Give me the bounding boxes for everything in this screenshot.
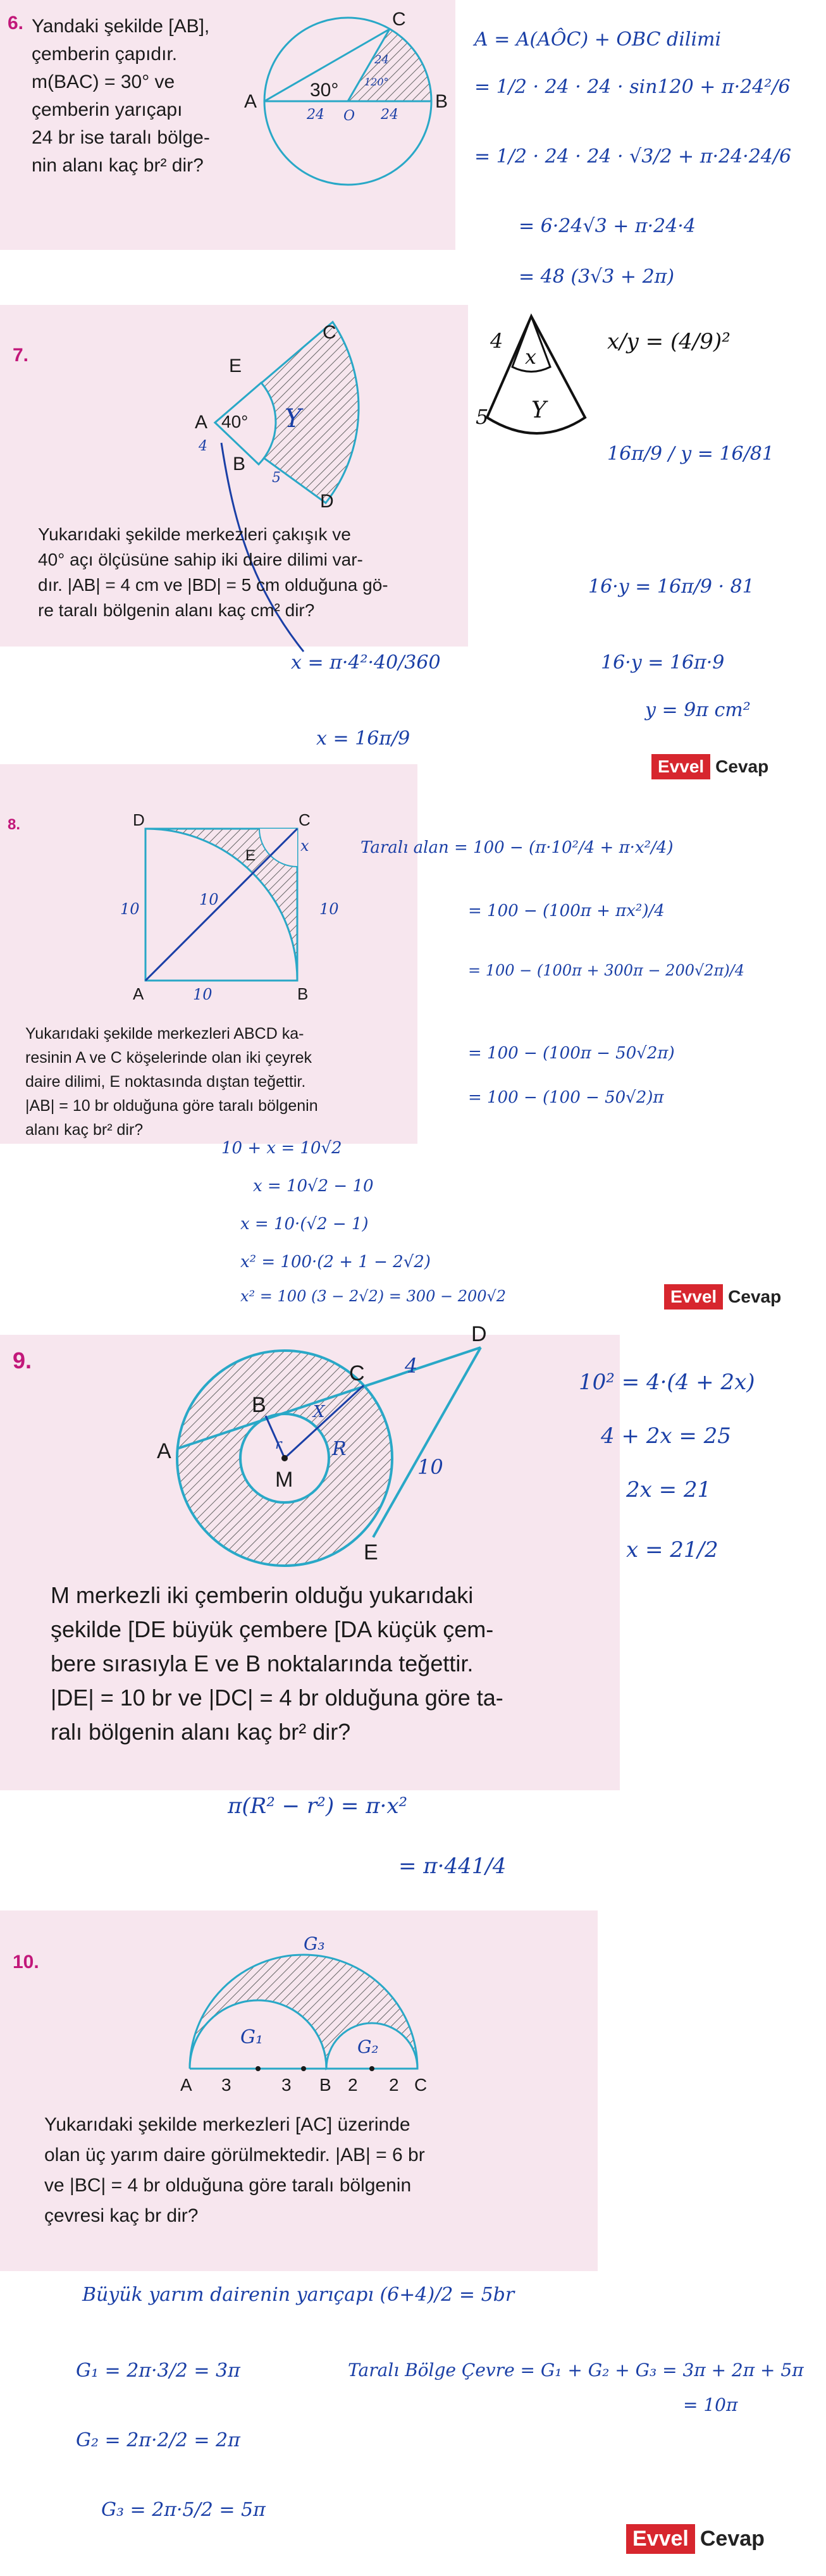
q8-solution-line: Taralı alan = 100 − (π·10²/4 + π·x²/4) <box>361 838 674 857</box>
point-e-label: E <box>229 356 242 376</box>
center-m-label: M <box>275 1468 293 1492</box>
x-label: X <box>313 1403 325 1421</box>
q8-solution-line: x = 10·(√2 − 1) <box>240 1215 369 1234</box>
brand-part-2: Cevap <box>723 1284 786 1310</box>
side-5-label: 5 <box>476 405 489 429</box>
angle-label: 30° <box>310 80 339 101</box>
question-7-side-figure <box>474 304 601 468</box>
angle-label: 40° <box>221 412 249 431</box>
point-e-label: E <box>364 1540 378 1564</box>
question-6-line: nin alanı kaç br² dir? <box>32 155 204 176</box>
question-6-line: Yandaki şekilde [AB], <box>32 16 210 37</box>
diagonal <box>145 829 297 981</box>
q10-solution-line: = 10π <box>683 2394 738 2415</box>
side-4-label: 4 <box>490 329 503 353</box>
question-10-line: olan üç yarım daire görülmektedir. |AB| = 6 br <box>44 2145 425 2165</box>
brand-logo <box>626 2524 770 2554</box>
shaded-sector <box>348 29 431 101</box>
q7-solution-line: 16π/9 / y = 16/81 <box>607 443 774 465</box>
question-7-line: 40° açı ölçüsüne sahip iki daire dilimi var- <box>38 550 363 569</box>
q8-solution-line: = 100 − (100π − 50√2π) <box>468 1044 675 1063</box>
q8-solution-line: 10 + x = 10√2 <box>221 1139 342 1158</box>
g3-label: G₃ <box>304 1933 325 1954</box>
question-7-line: re taralı bölgenin alanı kaç cm² dir? <box>38 600 315 620</box>
question-6-line: çemberin çapıdır. <box>32 44 178 65</box>
side-label: 24 <box>307 107 324 123</box>
q10-solution-line: G₂ = 2π·2/2 = 2π <box>76 2429 240 2451</box>
question-10-figure <box>177 1933 430 2095</box>
question-8-line: Yukarıdaki şekilde merkezleri ABCD ka- <box>25 1025 304 1043</box>
question-10-line: Yukarıdaki şekilde merkezleri [AC] üzerinde <box>44 2114 410 2135</box>
g1-label: G₁ <box>240 2026 263 2048</box>
question-10-text <box>44 2110 425 2231</box>
point-c-label: C <box>392 9 406 30</box>
question-6-number: 6. <box>8 13 24 34</box>
de-length-label: 10 <box>417 1455 443 1479</box>
q6-solution-line: = 48 (3√3 + 2π) <box>519 266 675 288</box>
question-10-number: 10. <box>13 1952 39 1972</box>
y-label: Y <box>531 397 546 423</box>
q7-solution-line: x = 16π/9 <box>316 728 410 750</box>
point-b-label: B <box>319 2075 331 2095</box>
left-side-label: 10 <box>120 900 140 918</box>
question-9-text <box>51 1578 503 1749</box>
point-b-label: B <box>233 454 246 474</box>
question-9-number: 9. <box>13 1347 32 1373</box>
question-9-line: şekilde [DE büyük çembere [DA küçük çem- <box>51 1616 494 1642</box>
q7-solution-line: x = π·4²·40/360 <box>291 652 441 674</box>
bd-length-label: 5 <box>272 470 281 486</box>
q7-solution-line: 16·y = 16π/9 · 81 <box>588 576 755 598</box>
question-8-figure <box>108 810 348 1019</box>
point-a-label: A <box>180 2075 192 2095</box>
point-d-label: D <box>320 491 334 512</box>
q8-solution-line: = 100 − (100π + πx²)/4 <box>468 901 665 920</box>
question-8-line: resinin A ve C köşelerinde olan iki çeyrek <box>25 1049 312 1067</box>
question-7-number: 7. <box>13 345 29 366</box>
right-side-label: 10 <box>319 900 339 918</box>
q9-solution-line: 4 + 2x = 25 <box>601 1423 731 1449</box>
question-6-figure <box>240 9 455 215</box>
question-7-figure <box>164 316 373 512</box>
center-dot <box>256 2066 261 2071</box>
question-8-line: alanı kaç br² dir? <box>25 1121 144 1139</box>
point-d-label: D <box>471 1322 487 1346</box>
radius-label-2: 24 <box>374 53 389 66</box>
point-c-label: C <box>349 1361 365 1385</box>
length-label: 2 <box>348 2075 358 2095</box>
q6-solution-line: = 1/2 · 24 · 24 · sin120 + π·24²/6 <box>474 76 791 98</box>
small-r-label: r <box>275 1437 282 1452</box>
x-label: x <box>300 837 309 855</box>
question-7-line: Yukarıdaki şekilde merkezleri çakışık ve <box>38 524 351 544</box>
question-8-line: daire dilimi, E noktasında dıştan teğettir. <box>25 1073 306 1091</box>
q9-solution-line: 2x = 21 <box>626 1477 712 1502</box>
point-d-label: D <box>133 810 145 829</box>
q8-solution-line: x² = 100 (3 − 2√2) = 300 − 200√2 <box>240 1287 507 1305</box>
point-o-label: O <box>343 108 355 124</box>
ab-length-label: 4 <box>199 438 207 454</box>
q9-solution-line: 10² = 4·(4 + 2x) <box>579 1370 755 1395</box>
q7-solution-line: x/y = (4/9)² <box>607 329 730 354</box>
length-label: 3 <box>221 2075 231 2095</box>
brand-part-1: Evvel <box>626 2524 695 2554</box>
point-a-label: A <box>195 412 208 433</box>
length-label: 2 <box>389 2075 399 2095</box>
q10-solution-line: Büyük yarım dairenin yarıçapı (6+4)/2 = 5br <box>82 2284 515 2306</box>
length-label: 3 <box>281 2075 292 2095</box>
center-dot <box>369 2066 374 2071</box>
point-c-label: C <box>323 322 336 343</box>
q10-solution-line: G₃ = 2π·5/2 = 5π <box>101 2499 266 2521</box>
g2-label: G₂ <box>357 2036 379 2057</box>
question-9-line: |DE| = 10 br ve |DC| = 4 br olduğuna göre ta- <box>51 1685 503 1711</box>
point-c-label: C <box>414 2075 428 2095</box>
q6-solution-line: = 1/2 · 24 · 24 · √3/2 + π·24·24/6 <box>474 146 792 168</box>
question-8-number: 8. <box>8 816 21 833</box>
question-6-line: 24 br ise taralı bölge- <box>32 127 210 148</box>
q9-solution-line: x = 21/2 <box>626 1537 718 1563</box>
q8-solution-line: = 100 − (100π + 300π − 200√2π)/4 <box>468 962 745 979</box>
question-9-line: bere sırasıyla E ve B noktalarında teğettir. <box>51 1650 474 1676</box>
dc-length-label: 4 <box>405 1354 418 1378</box>
point-b-label: B <box>297 984 309 1003</box>
point-b-label: B <box>252 1393 266 1417</box>
q6-solution-line: A = A(AÔC) + OBC dilimi <box>474 28 722 51</box>
q8-solution-line: x² = 100·(2 + 1 − 2√2) <box>240 1253 431 1272</box>
q8-solution-line: = 100 − (100 − 50√2)π <box>468 1088 664 1107</box>
question-7-text <box>38 522 388 623</box>
radius-label: 24 <box>381 107 398 123</box>
q9-solution-line: = π·441/4 <box>398 1854 507 1879</box>
brand-part-2: Cevap <box>695 2524 770 2554</box>
q7-solution-line: y = 9π cm² <box>645 699 751 721</box>
question-9-line: M merkezli iki çemberin olduğu yukarıdaki <box>51 1582 474 1608</box>
q7-solution-line: 16·y = 16π·9 <box>601 652 725 674</box>
big-r-label: R <box>332 1438 347 1460</box>
angle-120-label: 120° <box>364 76 389 88</box>
point-a-label: A <box>157 1439 171 1463</box>
question-6-line: m(BAC) = 30° ve <box>32 71 175 92</box>
point-c-label: C <box>299 810 311 829</box>
point-e-label: E <box>245 847 256 864</box>
point-b-label: B <box>435 91 448 112</box>
question-8-line: |AB| = 10 br olduğuna göre taralı bölgenin <box>25 1097 318 1115</box>
brand-part-2: Cevap <box>710 754 774 779</box>
brand-part-1: Evvel <box>664 1284 723 1310</box>
q9-solution-line: π(R² − r²) = π·x² <box>228 1793 408 1819</box>
question-9-figure <box>152 1322 519 1563</box>
question-10-line: ve |BC| = 4 br olduğuna göre taralı bölgenin <box>44 2175 412 2196</box>
center-dot <box>301 2066 306 2071</box>
x-label: x <box>525 345 537 369</box>
y-label: Y <box>285 404 302 433</box>
question-6-text <box>32 13 210 180</box>
question-9-line: ralı bölgenin alanı kaç br² dir? <box>51 1719 351 1745</box>
q8-solution-line: x = 10√2 − 10 <box>253 1177 374 1196</box>
question-8-text <box>25 1022 318 1142</box>
point-a-label: A <box>133 984 144 1003</box>
q6-solution-line: = 6·24√3 + π·24·4 <box>519 215 696 237</box>
point-a-label: A <box>244 91 257 112</box>
q10-solution-line: Taralı Bölge Çevre = G₁ + G₂ + G₃ = 3π + 2π + 5π <box>348 2360 804 2381</box>
bottom-side-label: 10 <box>193 986 213 1003</box>
question-10-line: çevresi kaç br dir? <box>44 2205 199 2226</box>
brand-logo <box>664 1284 786 1310</box>
question-7-line: dır. |AB| = 4 cm ve |BD| = 5 cm olduğuna gö- <box>38 575 388 595</box>
brand-logo <box>651 754 774 779</box>
brand-part-1: Evvel <box>651 754 710 779</box>
center-m <box>281 1455 288 1461</box>
question-6-line: çemberin yarıçapı <box>32 99 183 120</box>
diagonal-label: 10 <box>199 891 219 908</box>
q10-solution-line: G₁ = 2π·3/2 = 3π <box>76 2360 240 2382</box>
